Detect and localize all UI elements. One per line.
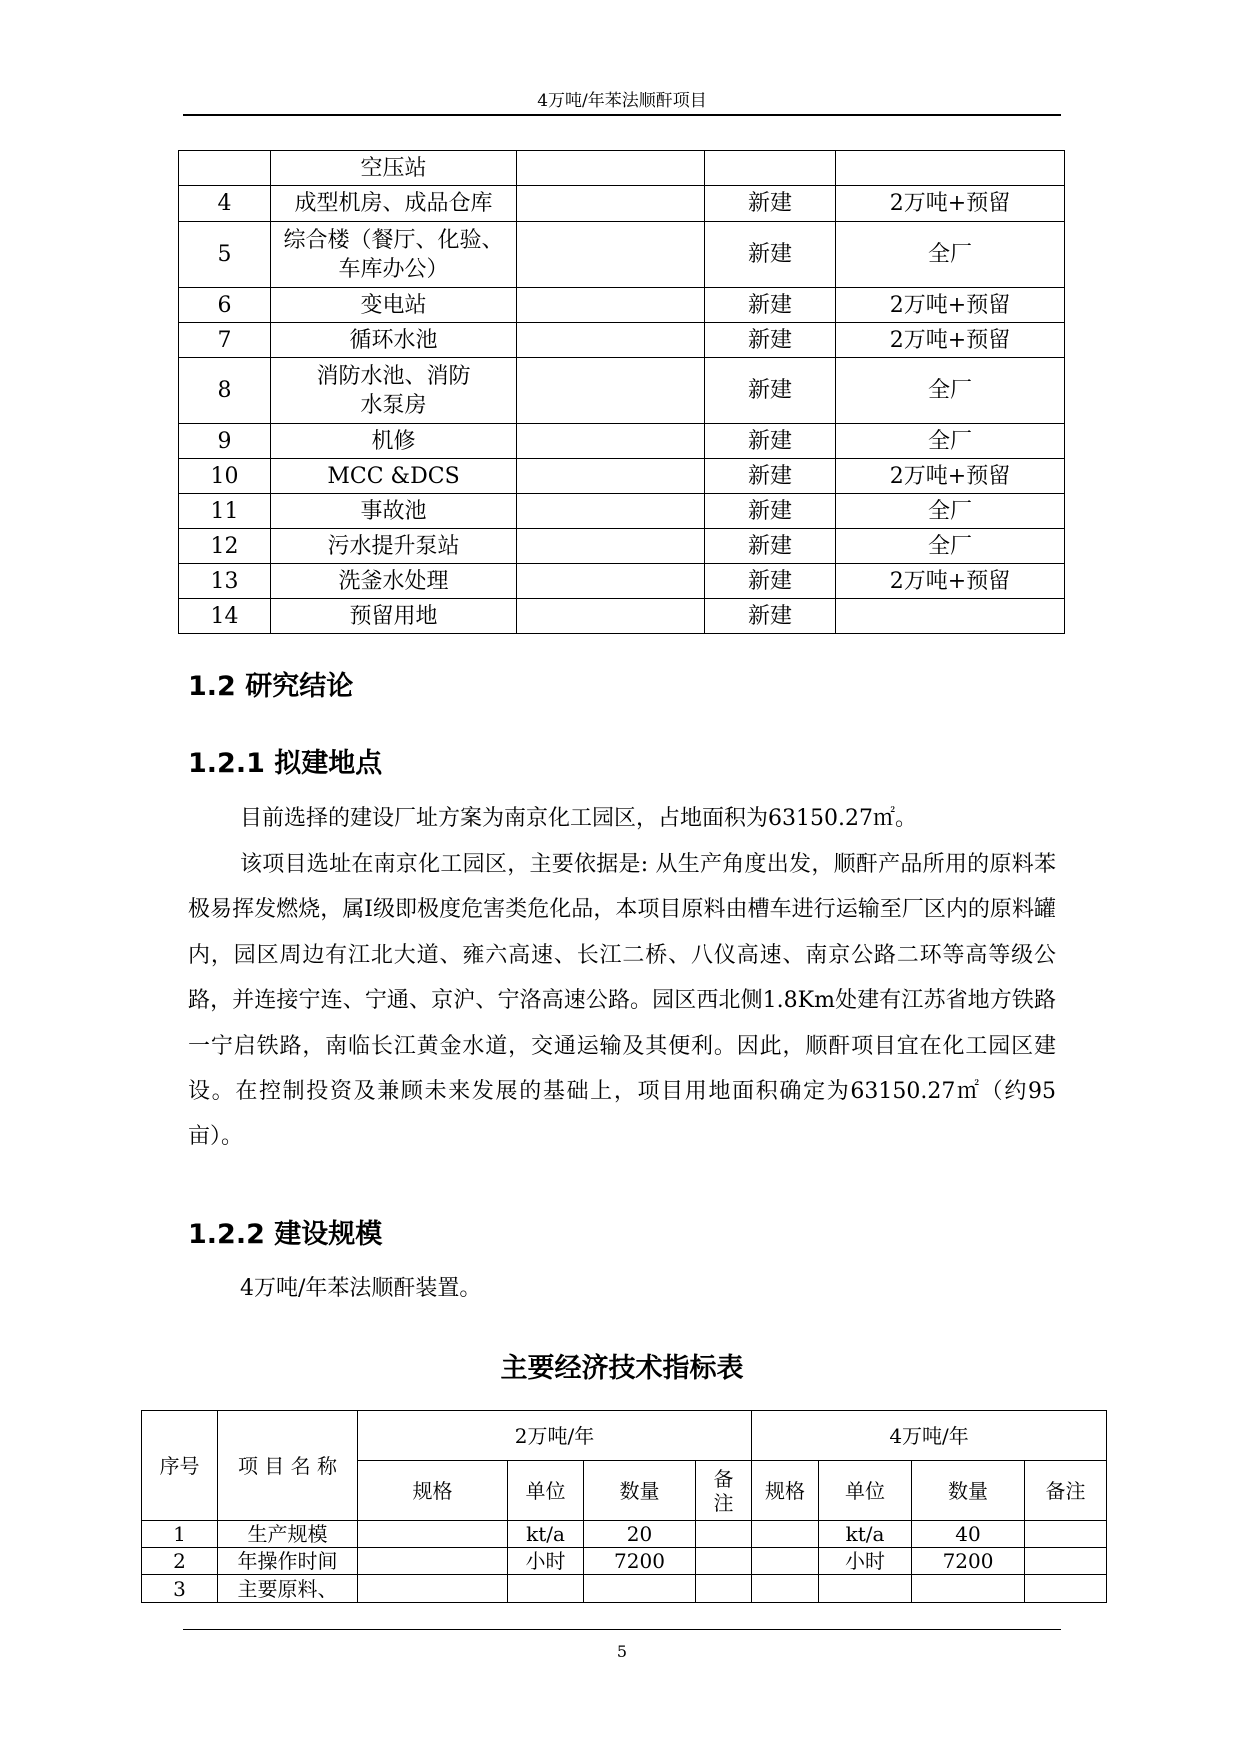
build-type: 新建 (705, 288, 836, 323)
header-remark: 备注 (696, 1461, 752, 1521)
build-type (705, 151, 836, 186)
qty-cell: 40 (912, 1521, 1025, 1548)
section-heading-1-2: 1.2 研究结论 (188, 671, 354, 702)
table-row (179, 459, 1065, 494)
row-number: 2 (142, 1548, 218, 1575)
header-qty: 数量 (584, 1461, 696, 1521)
paragraph-scale: 4万吨/年苯法顺酐装置。 (240, 1276, 482, 1301)
qty-cell (912, 1575, 1025, 1603)
row-number: 7 (179, 323, 271, 358)
item-name: 生产规模 (218, 1521, 358, 1548)
page-header: 4万吨/年苯法顺酐项目 (537, 91, 707, 111)
remark-cell (1025, 1548, 1107, 1575)
facility-name: MCC &DCS (271, 459, 517, 494)
scope: 全厂 (836, 529, 1065, 564)
economic-indicators-table (141, 1410, 1107, 1603)
header-group-20kt: 2万吨/年 (358, 1411, 752, 1461)
section-heading-1-2-1: 1.2.1 拟建地点 (188, 748, 383, 779)
qty-cell: 7200 (584, 1548, 696, 1575)
spec-cell (358, 1521, 508, 1548)
scope: 全厂 (836, 494, 1065, 529)
spec-cell (752, 1521, 819, 1548)
table-row (179, 424, 1065, 459)
build-type: 新建 (705, 529, 836, 564)
build-type: 新建 (705, 599, 836, 634)
item-name: 年操作时间 (218, 1548, 358, 1575)
page-number: 5 (616, 1642, 628, 1661)
row-number: 14 (179, 599, 271, 634)
spec-cell (752, 1548, 819, 1575)
row-number: 10 (179, 459, 271, 494)
paragraph-site-area: 目前选择的建设厂址方案为南京化工园区，占地面积为63150.27㎡。 (240, 806, 917, 831)
unit-cell: 小时 (819, 1548, 912, 1575)
empty-cell (517, 288, 705, 323)
facility-name: 变电站 (271, 288, 517, 323)
scope: 2万吨+预留 (836, 288, 1065, 323)
facility-name: 预留用地 (271, 599, 517, 634)
table-row (179, 288, 1065, 323)
row-number: 8 (179, 358, 271, 424)
scope: 2万吨+预留 (836, 323, 1065, 358)
build-type: 新建 (705, 222, 836, 288)
table-row (179, 529, 1065, 564)
scope (836, 599, 1065, 634)
row-number (179, 151, 271, 186)
empty-cell (517, 494, 705, 529)
spec-cell (752, 1575, 819, 1603)
row-number: 5 (179, 222, 271, 288)
empty-cell (517, 564, 705, 599)
row-number: 13 (179, 564, 271, 599)
table-row (179, 222, 1065, 288)
remark-cell (696, 1548, 752, 1575)
empty-cell (517, 323, 705, 358)
table-row (179, 494, 1065, 529)
facility-name: 综合楼（餐厅、化验、车库办公） (271, 222, 517, 288)
facility-name: 事故池 (271, 494, 517, 529)
qty-cell (584, 1575, 696, 1603)
facility-name: 机修 (271, 424, 517, 459)
row-number: 11 (179, 494, 271, 529)
header-unit: 单位 (508, 1461, 584, 1521)
table-title: 主要经济技术指标表 (500, 1353, 744, 1384)
table-row (142, 1548, 1107, 1575)
table-row (179, 599, 1065, 634)
header-rule (183, 114, 1061, 116)
header-unit: 单位 (819, 1461, 912, 1521)
row-number: 12 (179, 529, 271, 564)
empty-cell (517, 186, 705, 222)
footer-rule (183, 1629, 1061, 1630)
unit-cell (508, 1575, 584, 1603)
remark-cell (1025, 1521, 1107, 1548)
table-row (179, 151, 1065, 186)
qty-cell: 20 (584, 1521, 696, 1548)
scope: 2万吨+预留 (836, 564, 1065, 599)
table-row (142, 1521, 1107, 1548)
facility-name: 空压站 (271, 151, 517, 186)
paragraph-site-reasons: 该项目选址在南京化工园区，主要依据是: 从生产角度出发，顺酐产品所用的原料苯极易挥发燃烧，属Ⅰ级即极度危害类危化品，本项目原料由槽车进行运输至厂区内的原料罐内，园区周边有江北大道、雍六高速、长江二桥、八仪高速、南京公路二环等高等级公路，并连接宁连、宁通、京沪、宁洛高速公路。园区西北侧1.8Km处建有江苏省地方铁路一宁启铁路，南临长江黄金水道，交通运输及其便利。因此，顺酐项目宜在化工园区建设。在控制投资及兼顾未来发展的基础上，项目用地面积确定为63150.27㎡（约95亩）。 (188, 852, 1056, 1150)
empty-cell (517, 222, 705, 288)
header-item-name: 项 目 名 称 (218, 1411, 358, 1521)
build-type: 新建 (705, 323, 836, 358)
remark-cell (696, 1575, 752, 1603)
empty-cell (517, 529, 705, 564)
scope: 全厂 (836, 358, 1065, 424)
row-number: 6 (179, 288, 271, 323)
item-name: 主要原料、 (218, 1575, 358, 1603)
remark-cell (696, 1521, 752, 1548)
section-heading-1-2-2: 1.2.2 建设规模 (188, 1219, 383, 1250)
row-number: 4 (179, 186, 271, 222)
empty-cell (517, 358, 705, 424)
empty-cell (517, 459, 705, 494)
table-row (142, 1575, 1107, 1603)
header-remark: 备注 (1025, 1461, 1107, 1521)
facility-name: 污水提升泵站 (271, 529, 517, 564)
table-row (179, 564, 1065, 599)
scope: 2万吨+预留 (836, 186, 1065, 222)
header-qty: 数量 (912, 1461, 1025, 1521)
table-row (179, 323, 1065, 358)
header-spec: 规格 (752, 1461, 819, 1521)
empty-cell (517, 424, 705, 459)
table-row (179, 186, 1065, 222)
header-no: 序号 (142, 1411, 218, 1521)
facility-table (178, 150, 1065, 634)
unit-cell: kt/a (819, 1521, 912, 1548)
table-header-row (142, 1411, 1107, 1461)
build-type: 新建 (705, 494, 836, 529)
build-type: 新建 (705, 424, 836, 459)
build-type: 新建 (705, 358, 836, 424)
unit-cell: kt/a (508, 1521, 584, 1548)
build-type: 新建 (705, 459, 836, 494)
row-number: 3 (142, 1575, 218, 1603)
spec-cell (358, 1548, 508, 1575)
facility-name: 循环水池 (271, 323, 517, 358)
table-row (179, 358, 1065, 424)
scope: 2万吨+预留 (836, 459, 1065, 494)
header-spec: 规格 (358, 1461, 508, 1521)
qty-cell: 7200 (912, 1548, 1025, 1575)
spec-cell (358, 1575, 508, 1603)
scope (836, 151, 1065, 186)
scope: 全厂 (836, 222, 1065, 288)
build-type: 新建 (705, 564, 836, 599)
unit-cell: 小时 (508, 1548, 584, 1575)
header-group-40kt: 4万吨/年 (752, 1411, 1107, 1461)
unit-cell (819, 1575, 912, 1603)
remark-cell (1025, 1575, 1107, 1603)
row-number: 9 (179, 424, 271, 459)
facility-name: 消防水池、消防水泵房 (271, 358, 517, 424)
facility-name: 成型机房、成品仓库 (271, 186, 517, 222)
empty-cell (517, 599, 705, 634)
facility-name: 洗釜水处理 (271, 564, 517, 599)
empty-cell (517, 151, 705, 186)
scope: 全厂 (836, 424, 1065, 459)
build-type: 新建 (705, 186, 836, 222)
row-number: 1 (142, 1521, 218, 1548)
